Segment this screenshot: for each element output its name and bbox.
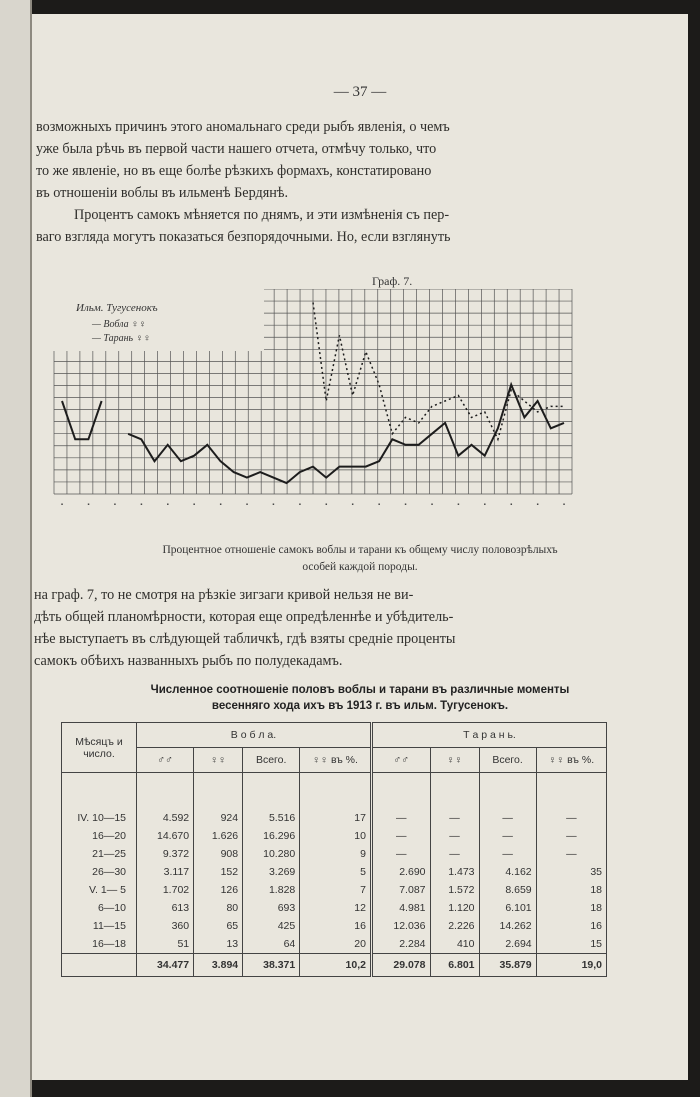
value-cell: 4.981 (371, 899, 430, 917)
sub-header: ♂♂ (137, 748, 194, 773)
value-cell: 3.269 (243, 863, 300, 881)
value-cell: 64 (243, 935, 300, 954)
value-cell: 12 (300, 899, 372, 917)
value-cell: — (430, 827, 479, 845)
value-cell: 35 (536, 863, 606, 881)
x-tick: ▪ (245, 502, 249, 508)
value-cell: 4.162 (479, 863, 536, 881)
taran-group-header: Т а р а н ь. (371, 723, 606, 748)
x-tick: ▪ (60, 502, 64, 508)
legend-item: — Вобла ♀♀ (92, 319, 147, 330)
adjacent-page-edge (0, 0, 32, 1097)
table-row (62, 917, 607, 935)
paragraph-2 (32, 584, 688, 672)
value-cell: 8.659 (479, 881, 536, 899)
sub-header: Всего. (479, 748, 536, 773)
value-cell: 10 (300, 827, 372, 845)
value-cell: — (371, 809, 430, 827)
text-line: уже была рѣчь въ первой части нашего отчета, отмѣчу только, что (36, 141, 437, 157)
value-cell: — (536, 809, 606, 827)
paragraph-1 (32, 116, 688, 248)
total-cell: 10,2 (300, 954, 372, 977)
x-tick: ▪ (377, 502, 381, 508)
sub-header: ♀♀ въ %. (536, 748, 606, 773)
x-tick: ▪ (325, 502, 328, 508)
value-cell: 2.694 (479, 935, 536, 954)
value-cell: 613 (137, 899, 194, 917)
value-cell: 16 (536, 917, 606, 935)
sub-header: ♀♀ въ %. (300, 748, 372, 773)
value-cell: 2.690 (371, 863, 430, 881)
total-cell: 34.477 (137, 954, 194, 977)
text-line: нѣе выступаетъ въ слѣдующей табличкѣ, гдѣ взяты средніе проценты (34, 631, 456, 647)
value-cell: — (430, 809, 479, 827)
x-tick: ▪ (536, 502, 539, 508)
value-cell: 1.473 (430, 863, 479, 881)
value-cell: — (479, 827, 536, 845)
table-row (62, 845, 607, 863)
value-cell: 18 (536, 881, 606, 899)
value-cell: 1.626 (194, 827, 243, 845)
caption-line: Процентное отношеніе самокъ воблы и тарани къ общему числу половозрѣлыхъ (162, 544, 558, 556)
data-table (61, 722, 607, 977)
value-cell: 7.087 (371, 881, 430, 899)
value-cell: 17 (300, 809, 372, 827)
value-cell: 126 (194, 881, 243, 899)
x-tick: ▪ (430, 502, 433, 508)
value-cell: 10.280 (243, 845, 300, 863)
x-tick: ▪ (193, 502, 196, 508)
value-cell: 152 (194, 863, 243, 881)
value-cell: 9 (300, 845, 372, 863)
value-cell: 425 (243, 917, 300, 935)
value-cell: — (430, 845, 479, 863)
x-tick: ▪ (483, 502, 486, 508)
total-cell: 35.879 (479, 954, 536, 977)
total-cell: 38.371 (243, 954, 300, 977)
value-cell: 1.828 (243, 881, 300, 899)
total-cell: 29.078 (371, 954, 430, 977)
value-cell: 5 (300, 863, 372, 881)
text-line: ваго взгляда могутъ показаться безпорядочными. Но, если взглянуть (36, 229, 451, 245)
value-cell: 1.702 (137, 881, 194, 899)
book-page (32, 14, 688, 1080)
total-cell: 6.801 (430, 954, 479, 977)
table-row (62, 827, 607, 845)
total-cell: 3.894 (194, 954, 243, 977)
sub-header: ♀♀ (194, 748, 243, 773)
value-cell: 51 (137, 935, 194, 954)
table-title-line: Численное соотношеніе половъ воблы и тарани въ различные моменты (150, 684, 570, 696)
x-tick: ▪ (298, 502, 301, 508)
value-cell: 18 (536, 899, 606, 917)
table-row (62, 881, 607, 899)
value-cell: 9.372 (137, 845, 194, 863)
x-tick: ▪ (457, 502, 460, 508)
text-line: на граф. 7, то не смотря на рѣзкіе зигзаги кривой нельзя не ви- (34, 587, 414, 603)
date-cell: 6—10 (62, 899, 137, 917)
legend-item: — Тарань ♀♀ (92, 333, 151, 344)
value-cell: 5.516 (243, 809, 300, 827)
x-tick: ▪ (510, 502, 513, 508)
value-cell: 924 (194, 809, 243, 827)
table-row (62, 899, 607, 917)
x-tick: ▪ (87, 502, 90, 508)
value-cell: 6.101 (479, 899, 536, 917)
value-cell: 16.296 (243, 827, 300, 845)
value-cell: — (371, 845, 430, 863)
x-tick: ▪ (219, 502, 222, 508)
totals-row (62, 954, 607, 977)
legend-title: Ильм. Тугусенокъ (76, 302, 158, 314)
value-cell: 693 (243, 899, 300, 917)
text-line: Процентъ самокъ мѣняется по днямъ, и эти измѣненія съ пер- (74, 207, 450, 223)
value-cell: — (479, 809, 536, 827)
value-cell: 14.262 (479, 917, 536, 935)
caption-line: особей каждой породы. (302, 561, 418, 573)
date-cell: IV. 10—15 (62, 809, 137, 827)
graph-label: Граф. 7. (372, 274, 413, 288)
value-cell: 16 (300, 917, 372, 935)
value-cell: 2.226 (430, 917, 479, 935)
table-row (62, 935, 607, 954)
x-tick: ▪ (166, 502, 169, 508)
table-title (32, 682, 688, 714)
x-tick: ▪ (562, 502, 566, 508)
total-cell: 19,0 (536, 954, 606, 977)
text-line: то же явленіе, но въ еще болѣе рѣзкихъ формахъ, констатировано (36, 163, 432, 179)
text-line: самокъ обѣихъ названныхъ рыбъ по полудекадамъ. (34, 653, 343, 669)
table-title-line: весенняго хода ихъ въ 1913 г. въ ильм. Тугусенокъ. (211, 700, 509, 712)
value-cell: 7 (300, 881, 372, 899)
text-line: возможныхъ причинъ этого аномальнаго среди рыбъ явленія, о чемъ (36, 119, 450, 135)
sub-header: Всего. (243, 748, 300, 773)
text-line: въ отношеніи воблы въ ильменѣ Бердянѣ. (36, 185, 289, 201)
table-row (62, 809, 607, 827)
chart-svg (32, 289, 688, 529)
value-cell: — (479, 845, 536, 863)
value-cell: 3.117 (137, 863, 194, 881)
value-cell: 14.670 (137, 827, 194, 845)
series-line (313, 303, 564, 440)
value-cell: 65 (194, 917, 243, 935)
date-cell: 21—25 (62, 845, 137, 863)
value-cell: 2.284 (371, 935, 430, 954)
value-cell: 20 (300, 935, 372, 954)
sub-header: ♂♂ (371, 748, 430, 773)
date-cell: V. 1— 5 (62, 881, 137, 899)
date-cell: 11—15 (62, 917, 137, 935)
chart-caption (32, 542, 688, 576)
value-cell: 410 (430, 935, 479, 954)
vobla-group-header: В о б л а. (137, 723, 372, 748)
value-cell: 12.036 (371, 917, 430, 935)
value-cell: — (536, 827, 606, 845)
x-tick: ▪ (272, 502, 275, 508)
value-cell: 360 (137, 917, 194, 935)
value-cell: 908 (194, 845, 243, 863)
month-header: Мѣсяцъ и число. (62, 723, 137, 773)
date-cell: 16—18 (62, 935, 137, 954)
text-line: дѣть общей планомѣрности, которая еще опредѣленнѣе и убѣдитель- (34, 609, 454, 625)
value-cell: 80 (194, 899, 243, 917)
x-tick: ▪ (140, 502, 143, 508)
x-tick: ▪ (351, 502, 354, 508)
table-row (62, 863, 607, 881)
value-cell: 1.572 (430, 881, 479, 899)
chart (32, 289, 688, 529)
date-cell: 16—20 (62, 827, 137, 845)
date-cell: 26—30 (62, 863, 137, 881)
value-cell: — (536, 845, 606, 863)
value-cell: 4.592 (137, 809, 194, 827)
value-cell: — (371, 827, 430, 845)
sub-header: ♀♀ (430, 748, 479, 773)
value-cell: 13 (194, 935, 243, 954)
x-tick: ▪ (113, 502, 116, 508)
value-cell: 15 (536, 935, 606, 954)
page-number: — 37 — (333, 84, 387, 100)
x-tick: ▪ (404, 502, 407, 508)
value-cell: 1.120 (430, 899, 479, 917)
